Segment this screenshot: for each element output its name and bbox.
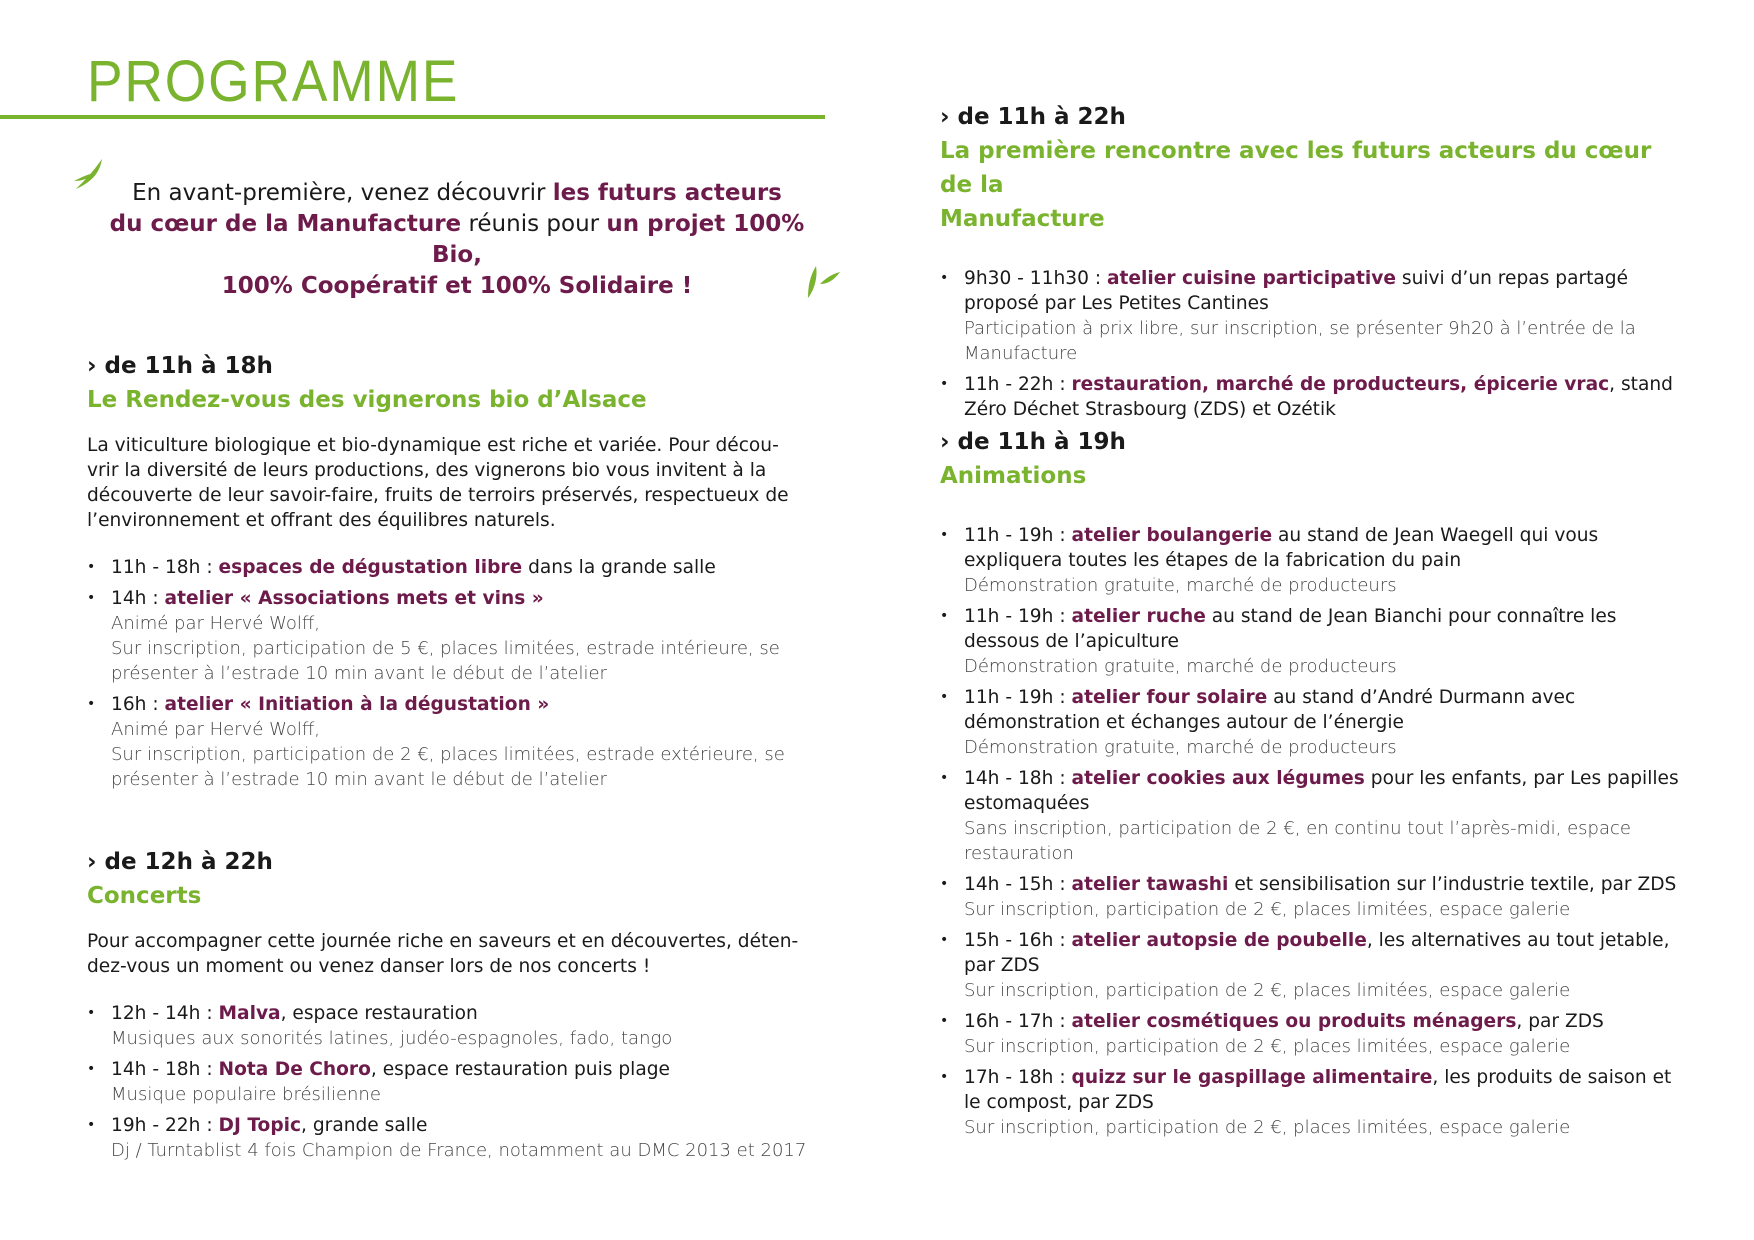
para-line: La viticulture biologique et bio-dynamique est riche et variée. Pour décou- [87, 435, 779, 456]
bullet-icon: • [940, 608, 949, 624]
section-time: › de 12h à 22h [87, 849, 273, 875]
bullet-icon: • [87, 1005, 96, 1021]
item-time: 17h - 18h : [964, 1067, 1072, 1088]
bullet-icon: • [87, 1061, 96, 1077]
page-title: PROGRAMME [87, 49, 460, 114]
schedule-item [87, 1001, 827, 1051]
item-subtext: Démonstration gratuite, marché de producteurs [964, 737, 1397, 758]
item-detail: , grande salle [301, 1115, 428, 1136]
schedule-item [87, 1113, 827, 1163]
item-time: 15h - 16h : [964, 930, 1072, 951]
intro-highlight: les futurs acteurs [552, 180, 782, 206]
item-highlight: atelier cookies aux légumes [1071, 768, 1365, 789]
section-concerts [87, 845, 827, 1169]
item-subtext: Manufacture [964, 343, 1078, 364]
item-subtext: présenter à l’estrade 10 min avant le début de l’atelier [111, 663, 607, 684]
item-time: 14h - 18h : [964, 768, 1072, 789]
schedule-item [940, 523, 1680, 598]
title-line: La première rencontre avec les futurs acteurs du cœur de la [940, 138, 1652, 198]
item-highlight: atelier « Initiation à la dégustation » [164, 694, 550, 715]
intro-part: réunis pour [461, 211, 607, 237]
item-subtext: Animé par Hervé Wolff, [111, 613, 320, 634]
schedule-item [87, 555, 827, 580]
item-time: 14h : [111, 588, 165, 609]
section-title: Concerts [87, 883, 202, 909]
bullet-icon: • [940, 770, 949, 786]
item-time: 9h30 - 11h30 : [964, 268, 1107, 289]
intro-highlight: du cœur de la Manufacture [109, 211, 462, 237]
item-time: 11h - 19h : [964, 606, 1072, 627]
item-detail: , les produits de saison et le compost, par ZDS [964, 1067, 1672, 1113]
item-detail: au stand de Jean Waegell qui vous expliquera toutes les étapes de la fabrication du pain [964, 525, 1599, 571]
item-time: 16h - 17h : [964, 1011, 1072, 1032]
schedule-item [940, 604, 1680, 679]
item-time: 11h - 22h : [964, 374, 1072, 395]
item-time: 19h - 22h : [111, 1115, 219, 1136]
item-detail: dans la grande salle [522, 557, 716, 578]
item-time: 14h - 18h : [111, 1059, 219, 1080]
section-title: Le Rendez-vous des vignerons bio d’Alsace [87, 387, 647, 413]
para-line: l’environnement et offrant des équilibres naturels. [87, 510, 556, 531]
item-highlight: atelier autopsie de poubelle [1071, 930, 1367, 951]
item-detail: , par ZDS [1516, 1011, 1604, 1032]
bullet-icon: • [940, 932, 949, 948]
item-subtext: Musiques aux sonorités latines, judéo-espagnoles, fado, tango [111, 1028, 673, 1049]
schedule-list [87, 555, 827, 792]
bullet-icon: • [940, 1069, 949, 1085]
item-highlight: restauration, marché de producteurs, épicerie vrac [1071, 374, 1610, 395]
item-detail: suivi d’un repas partagé proposé par Les Petites Cantines [964, 268, 1629, 314]
bullet-icon: • [87, 590, 96, 606]
section-title: Animations [940, 463, 1087, 489]
item-detail: , espace restauration puis plage [370, 1059, 670, 1080]
intro-highlight: un projet 100% Bio, [432, 211, 805, 268]
section-title [940, 134, 1680, 236]
item-detail: au stand d’André Durmann avec démonstration et échanges autour de l’énergie [964, 687, 1576, 733]
schedule-item [87, 1057, 827, 1107]
section-rencontre [940, 100, 1680, 428]
schedule-list [940, 266, 1680, 422]
intro-highlight: 100% Coopératif et 100% Solidaire ! [221, 273, 693, 299]
bullet-icon: • [940, 876, 949, 892]
item-subtext: présenter à l’estrade 10 min avant le début de l’atelier [111, 769, 607, 790]
item-highlight: atelier cosmétiques ou produits ménagers [1071, 1011, 1517, 1032]
item-subtext: Sur inscription, participation de 2 €, places limitées, espace galerie [964, 899, 1571, 920]
item-highlight: atelier boulangerie [1071, 525, 1273, 546]
item-subtext: Démonstration gratuite, marché de producteurs [964, 656, 1397, 677]
item-subtext: Sur inscription, participation de 2 €, places limitées, espace galerie [964, 1036, 1571, 1057]
schedule-item [940, 1065, 1680, 1140]
item-highlight: DJ Topic [218, 1115, 302, 1136]
section-paragraph [87, 433, 827, 533]
para-line: découverte de leur savoir-faire, fruits de terroirs préservés, respectueux de [87, 485, 789, 506]
item-detail: au stand de Jean Bianchi pour connaître les dessous de l’apiculture [964, 606, 1617, 652]
bullet-icon: • [940, 376, 949, 392]
title-rule [0, 115, 825, 119]
item-time: 11h - 19h : [964, 525, 1072, 546]
schedule-item [940, 928, 1680, 1003]
section-time: › de 11h à 18h [87, 353, 273, 379]
bullet-icon: • [87, 696, 96, 712]
item-detail: , stand Zéro Déchet Strasbourg (ZDS) et Ozétik [964, 374, 1673, 420]
item-subtext: Participation à prix libre, sur inscription, se présenter 9h20 à l’entrée de la [964, 318, 1636, 339]
schedule-item [940, 266, 1680, 366]
bullet-icon: • [940, 689, 949, 705]
schedule-item [87, 586, 827, 686]
schedule-list [87, 1001, 827, 1163]
item-time: 16h : [111, 694, 165, 715]
item-detail: et sensibilisation sur l’industrie textile, par ZDS [1228, 874, 1677, 895]
item-highlight: quizz sur le gaspillage alimentaire [1071, 1067, 1433, 1088]
item-highlight: Nota De Choro [218, 1059, 371, 1080]
item-time: 12h - 14h : [111, 1003, 219, 1024]
item-time: 11h - 18h : [111, 557, 219, 578]
para-line: dez-vous un moment ou venez danser lors de nos concerts ! [87, 956, 651, 977]
item-highlight: atelier four solaire [1071, 687, 1268, 708]
section-paragraph [87, 929, 827, 979]
schedule-list [940, 523, 1680, 1140]
item-highlight: atelier tawashi [1071, 874, 1229, 895]
schedule-item [940, 766, 1680, 866]
item-subtext: Sur inscription, participation de 5 €, places limitées, estrade intérieure, se [111, 638, 780, 659]
section-animations [940, 425, 1680, 1146]
item-subtext: Animé par Hervé Wolff, [111, 719, 320, 740]
item-time: 11h - 19h : [964, 687, 1072, 708]
item-subtext: Sur inscription, participation de 2 €, places limitées, espace galerie [964, 1117, 1571, 1138]
item-subtext: Sur inscription, participation de 2 €, places limitées, estrade extérieure, se [111, 744, 785, 765]
item-subtext: Dj / Turntablist 4 fois Champion de France, notamment au DMC 2013 et 2017 [111, 1140, 807, 1161]
intro-part: En avant-première, venez découvrir [132, 180, 553, 206]
para-line: Pour accompagner cette journée riche en saveurs et en découvertes, déten- [87, 931, 799, 952]
para-line: vrir la diversité de leurs productions, des vignerons bio vous invitent à la [87, 460, 767, 481]
title-line: Manufacture [940, 206, 1105, 232]
item-subtext: restauration [964, 843, 1074, 864]
item-subtext: Musique populaire brésilienne [111, 1084, 381, 1105]
schedule-item [940, 685, 1680, 760]
bullet-icon: • [940, 270, 949, 286]
bullet-icon: • [87, 1117, 96, 1133]
schedule-item [940, 872, 1680, 922]
item-highlight: Malva [218, 1003, 281, 1024]
item-detail: pour les enfants, par Les papilles estomaquées [964, 768, 1679, 814]
item-subtext: Démonstration gratuite, marché de producteurs [964, 575, 1397, 596]
bullet-icon: • [940, 527, 949, 543]
item-highlight: atelier ruche [1071, 606, 1206, 627]
section-time: › de 11h à 19h [940, 429, 1126, 455]
item-highlight: atelier cuisine participative [1107, 268, 1396, 289]
item-subtext: Sans inscription, participation de 2 €, en continu tout l’après-midi, espace [964, 818, 1631, 839]
bullet-icon: • [940, 1013, 949, 1029]
section-vignerons [87, 349, 827, 798]
schedule-item [940, 1009, 1680, 1059]
item-highlight: espaces de dégustation libre [218, 557, 523, 578]
item-detail: , les alternatives au tout jetable, par ZDS [964, 930, 1670, 976]
intro-text [87, 178, 827, 302]
item-time: 14h - 15h : [964, 874, 1072, 895]
section-time: › de 11h à 22h [940, 104, 1126, 130]
schedule-item [940, 372, 1680, 422]
schedule-item [87, 692, 827, 792]
item-detail: , espace restauration [280, 1003, 478, 1024]
bullet-icon: • [87, 559, 96, 575]
item-highlight: atelier « Associations mets et vins » [164, 588, 544, 609]
item-subtext: Sur inscription, participation de 2 €, places limitées, espace galerie [964, 980, 1571, 1001]
